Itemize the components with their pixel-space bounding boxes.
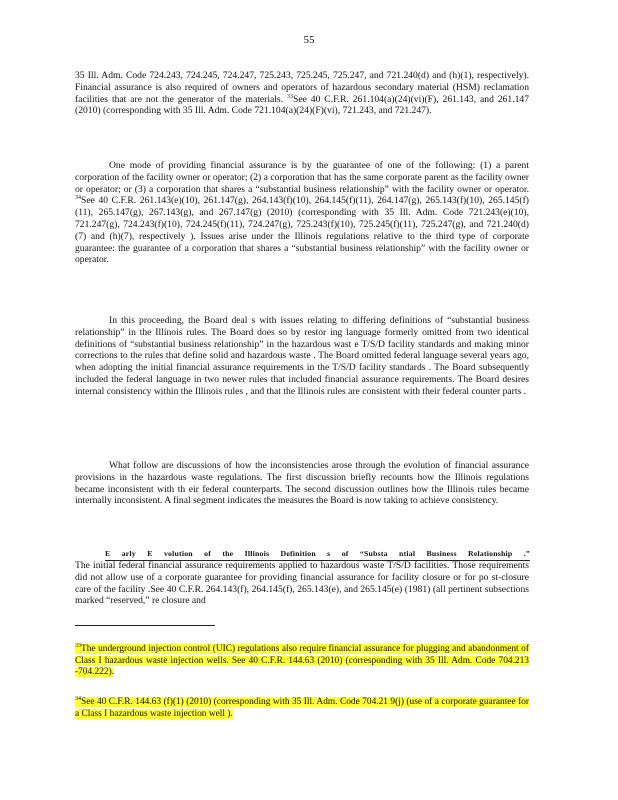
paragraph-guarantee-modes xyxy=(75,160,529,266)
paragraph-early-evolution xyxy=(75,560,529,607)
paragraph-text: The initial federal financial assurance requirements applied to hazardous waste T/S/D facilities. Those requirements did not allow use of a corporate guarantee for providing financial assurance for facility closure or for po st-closure care of the facility .See 40 C.F.R. 264.143(f), 264.145(f), 265.143(e), and 265.145(e) (1981) (all pertinent subsections marked “reserved,” re closure and xyxy=(75,560,529,607)
paragraph-text-cont: See 40 C.F.R. 261.104(a)(24)(vi)(F), 261.143, and 261.147 (2010) (corresponding with 35 Ill. Adm. Code 721.104(a)(24)(F)(vi), 721.243, and 721.247). xyxy=(75,93,529,117)
paragraph-text: 35 Ill. Adm. Code 724.243, 724.245, 724.247, 725.243, 725.245, 725.247, and 721.240(d) and (h)(1), respectively). Financial assurance is also required of owners and operators of hazardous secondary material (HSM) reclamation facilities that are not the generator of the materials. xyxy=(75,70,529,105)
footnote-highlight xyxy=(75,697,529,719)
footnote-text: See 40 C.F.R. 144.63 (f)(1) (2010) (corresponding with 35 Ill. Adm. Code 704.21 9(j) (use of a corporate guarantee for a Class I hazardous waste injection well ). xyxy=(75,697,529,719)
paragraph-overview xyxy=(75,460,529,507)
footnote-marker: 33 xyxy=(75,642,81,649)
page-number: 55 xyxy=(303,34,315,46)
paragraph-proceeding xyxy=(75,315,529,398)
paragraph-text: In this proceeding, the Board deal s with issues relating to differing definitions of “substantial business relationship” in the Illinois rules. The Board does so by restor ing language formerly omitted from two identical definitions of “substantial business relationship” in the hazardous wast e T/S/D facility standards and making minor corrections to the rules that define solid and hazardous waste . The Board omitted federal language several years ago, when adopting the initial financial assurance requirements in the T/S/D facility standards . The Board subsequently included the federal language in two newer rules that included financial assurance requirements. The Board desires internal consistency within the Illinois rules , and that the Illinois rules are consistent with their federal counter parts . xyxy=(75,315,529,397)
footnote-ref-34: 34 xyxy=(75,195,81,202)
footnote-text: The underground injection control (UIC) regulations also require financial assurance for plugging and abandonment of Class I hazardous waste injection wells. See 40 C.F.R. 144.63 (2010) (corresponding with 35 Ill. Adm. Code 704.213 -704.222). xyxy=(75,644,529,678)
paragraph-text-cont: See 40 C.F.R. 261.143(e)(10), 261.147(g), 264.143(f)(10), 264.145(f)(11), 264.147(g), 265.143(f)(10), 265.145(f)(11), 265.147(g), 267.143(g), and 267.147(g) (2010) (corresponding with 35 Ill. Adm. Code 721.243(e)(10), 721.247(g), 724.243(f)(10), 724.245(f)(11), 724.247(g), 725.243(f)(10), 725.245(f)(11), 725.247(g), and 721.240(d)(7) and (h)(7), respectively ). Issues arise under the Illinois regulations relative to the third type of corporate guarantee: the guarantee of a corporation that shares a “substantial business relationship” with the facility owner or operator. xyxy=(75,195,529,266)
footnote-33 xyxy=(75,644,529,679)
paragraph-text: One mode of providing financial assurance is by the guarantee of one of the following: (1) a parent corporation of the facility owner or operator; (2) a corporation that has the same corporate parent as the facility owner or operator; or (3) a corporation that shares a “substantial business relationship” with the facility owner or operator. xyxy=(75,160,529,195)
footnote-34 xyxy=(75,697,529,720)
section-heading: E arly E volution of the Illinois Definition s of “Substa ntial Business Relationship .” xyxy=(105,549,530,561)
footnote-marker: 34 xyxy=(75,695,81,702)
footnote-ref-33: 33 xyxy=(287,93,293,100)
footnote-separator xyxy=(75,625,215,626)
paragraph-text: What follow are discussions of how the inconsistencies arose through the evolution of financial assurance provisions in the hazardous waste regulations. The first discussion briefly recounts how the Illinois regulations became inconsistent with th eir federal counterparts. The second discussion outlines how the Illinois rules became internally inconsistent. A final segment indicates the measures the Board is now taking to achieve consistency. xyxy=(75,460,529,507)
paragraph-continuation xyxy=(75,70,529,117)
footnote-highlight xyxy=(75,644,529,677)
